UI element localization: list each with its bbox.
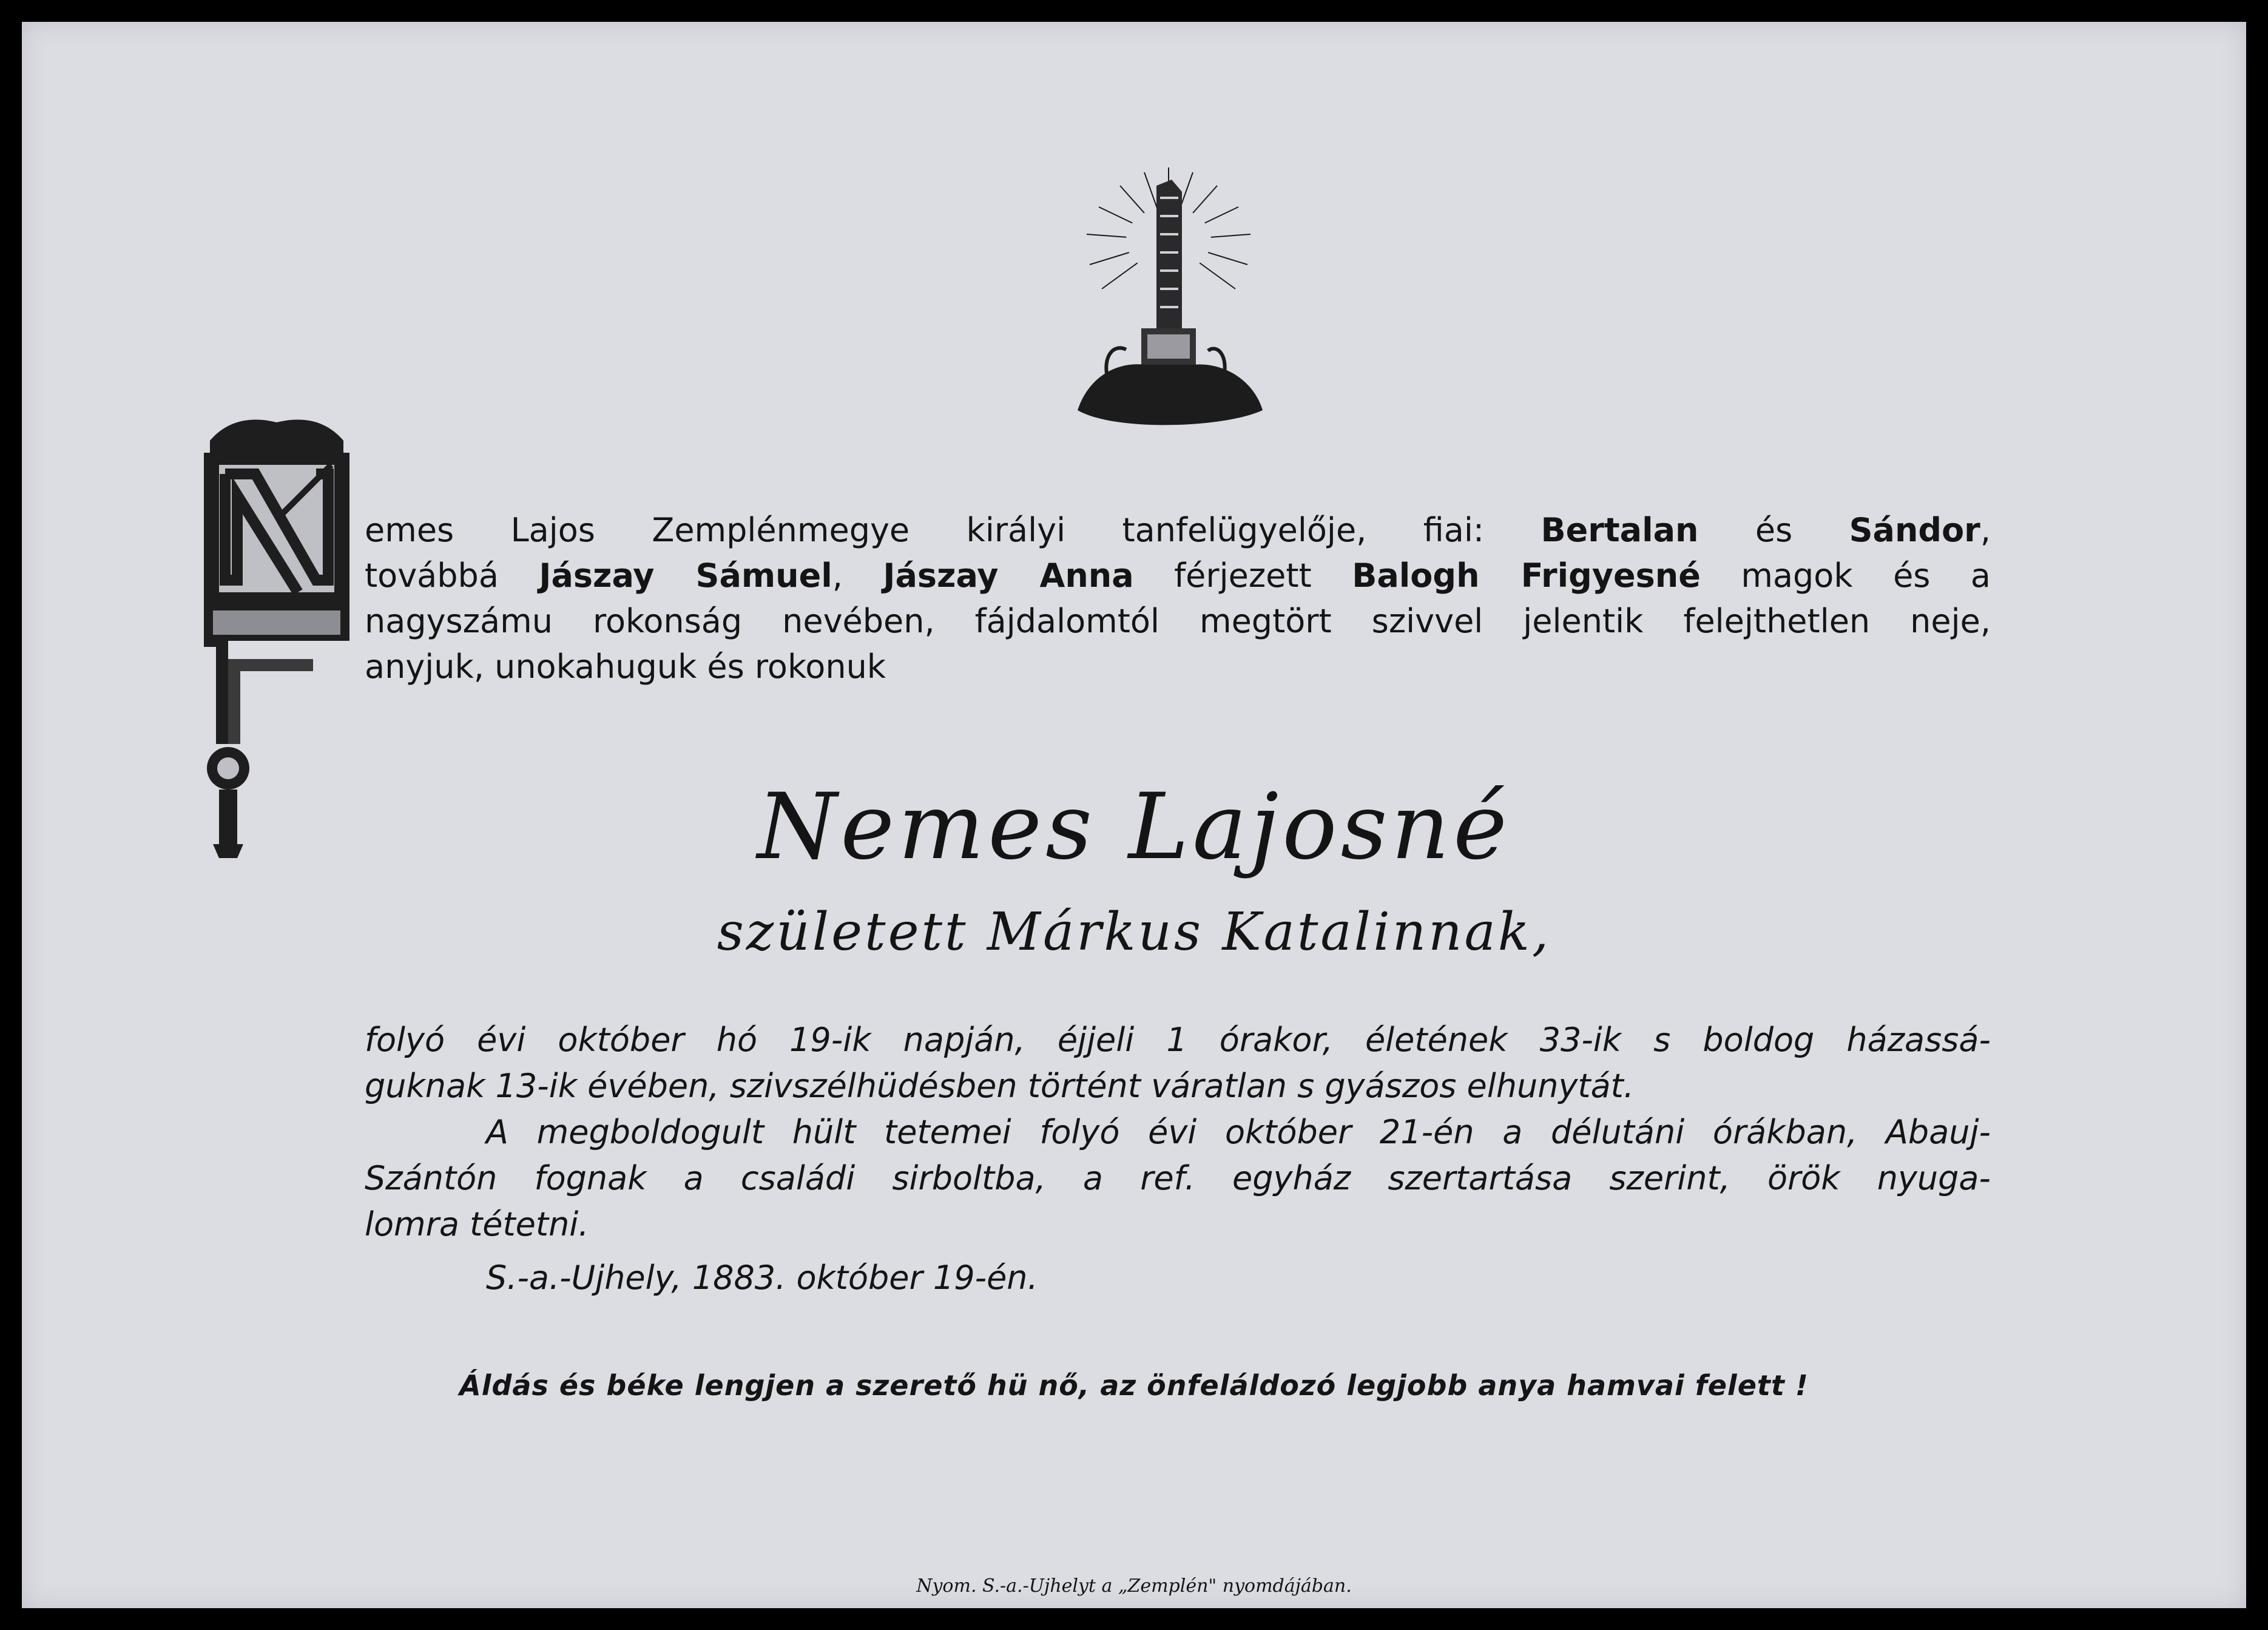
body-line: guknak 13-ik évében, szivszélhüdésben történt váratlan s gyászos elhunytát. [365,1067,1634,1105]
intro-line-2 [365,553,1991,598]
deceased-name: Nemes Lajosné [757,774,1511,880]
intro-line-1 [365,507,1991,553]
body-line: folyó évi október hó 19-ik napján, éjjeli 1 órakor, életének 33-ik s boldog házassá- [365,1021,1991,1059]
born-name-line: született Márkus Katalinnak, [717,902,1551,962]
intro-text: és [1698,511,1849,549]
blessing-line: Áldás és béke lengjen a szerető hü nő, az önfeláldozó legjobb anya hamvai felett ! [459,1369,1809,1402]
intro-text: magok és a [1700,556,1991,595]
obituary-page [22,22,2246,1608]
body-line: Szántón fognak a családi sirboltba, a ref. egyház szertartása szerint, örök nyuga- [365,1159,1991,1197]
intro-text: emes Lajos Zemplénmegye királyi tanfelügyelője, fiai: [365,511,1541,549]
intro-text: , [832,556,883,595]
body-line: A megboldogult hült tetemei folyó évi október 21-én a délutáni órákban, Abauj- [486,1113,1991,1151]
intro-text: férjezett [1133,556,1352,595]
memorial-column-vignette [1041,161,1296,441]
relative-jaszay-anna: Jászay Anna [883,556,1134,595]
printer-imprint: Nyom. S.-a.-Ujhelyt a „Zemplén" nyomdájában. [916,1575,1352,1597]
body-line: lomra tétetni. [365,1205,589,1243]
son-sandor: Sándor [1849,511,1980,549]
announcement-intro [365,507,1991,689]
intro-line-3: nagyszámu rokonság nevében, fájdalomtól megtört szivvel jelentik felejthetlen neje, [365,602,1991,640]
relative-balogh-frigyesne: Balogh Frigyesné [1352,556,1701,595]
place-date-line: S.-a.-Ujhely, 1883. október 19-én. [486,1259,1038,1297]
announcement-body [365,1017,1991,1301]
intro-line-4: anyjuk, unokahuguk és rokonuk [365,648,886,686]
intro-text: , [1980,511,1991,549]
intro-text: továbbá [365,556,539,595]
son-bertalan: Bertalan [1541,511,1699,549]
relative-jaszay-samuel: Jászay Sámuel [539,556,832,595]
